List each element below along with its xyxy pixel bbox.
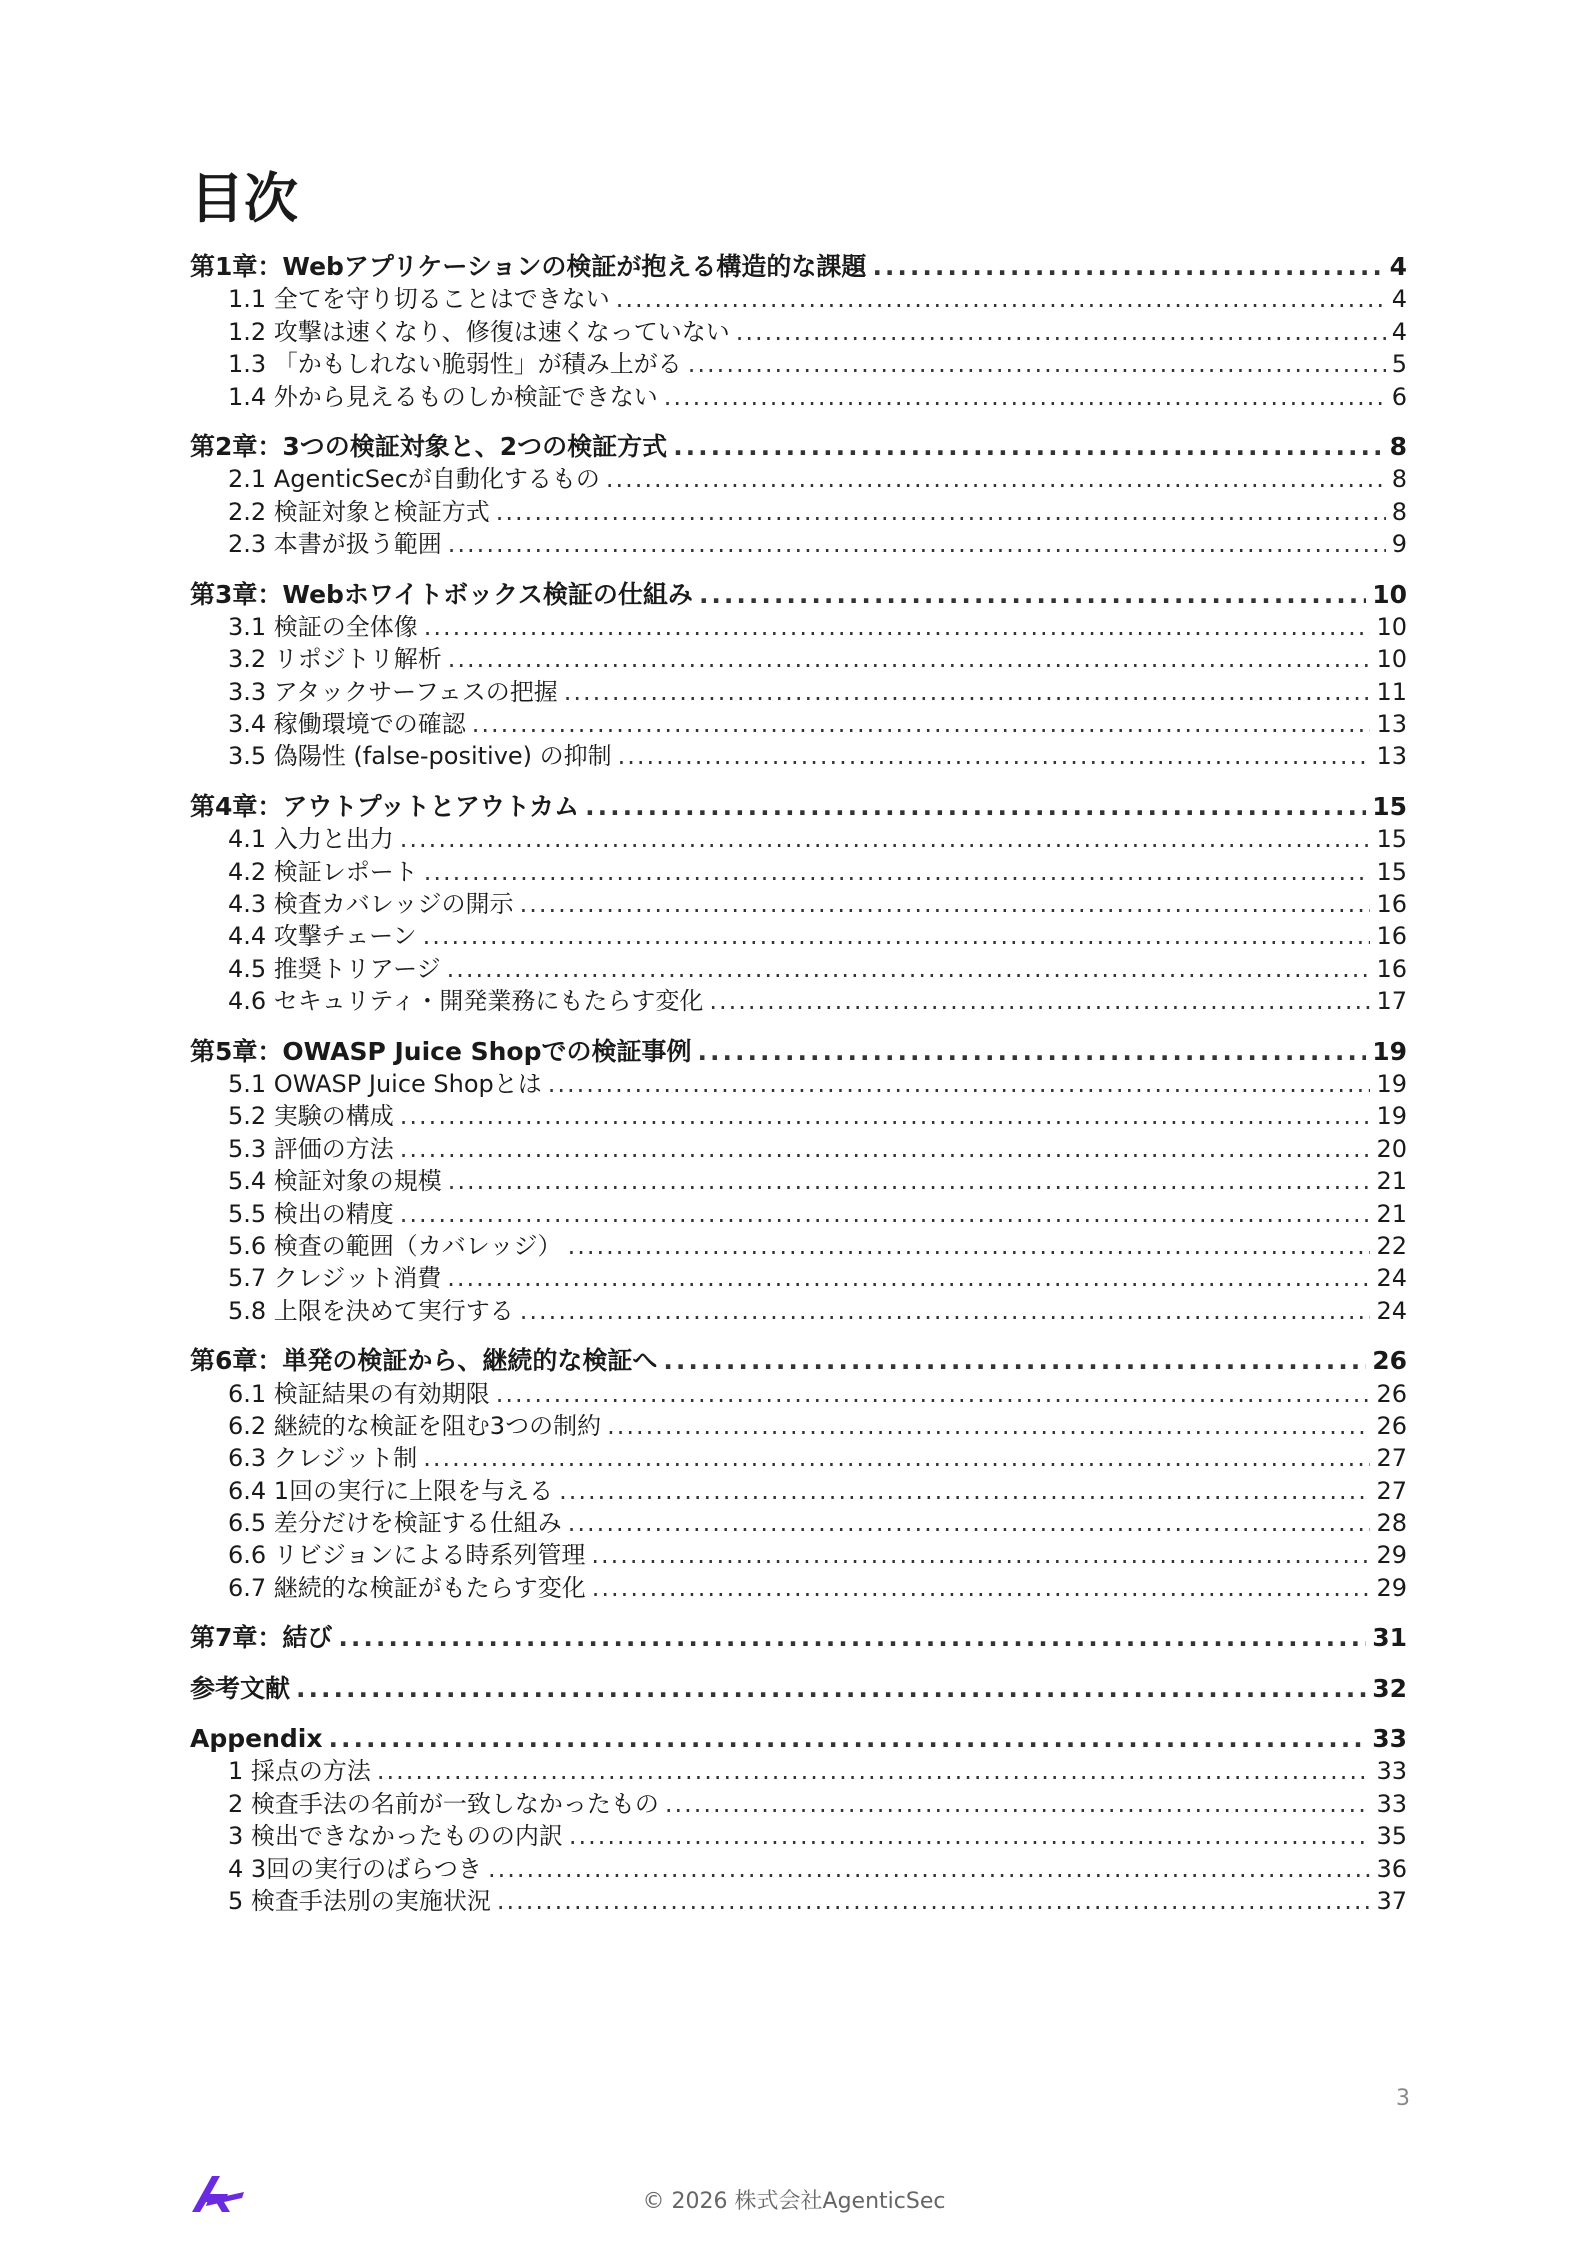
toc-chapter-label: 第3章：Webホワイトボックス検証の仕組み <box>190 579 693 609</box>
toc-group <box>190 1723 1407 1917</box>
toc-section[interactable] <box>190 823 1407 855</box>
toc-section-page: 4 <box>1391 317 1407 346</box>
toc-section[interactable] <box>190 1539 1407 1571</box>
toc-section-page: 29 <box>1376 1573 1407 1602</box>
toc-section[interactable] <box>190 1165 1407 1197</box>
toc-chapter-label: 第7章：結び <box>190 1623 333 1653</box>
dot-leader <box>448 1165 1371 1197</box>
toc-section-label: 4.4 攻撃チェーン <box>228 922 417 951</box>
toc-section[interactable] <box>190 1755 1407 1787</box>
toc-section[interactable] <box>190 463 1407 495</box>
page-title: 目次 <box>190 167 298 230</box>
toc-section[interactable] <box>190 1475 1407 1507</box>
toc-section-label: 6.1 検証結果の有効期限 <box>228 1379 490 1408</box>
dot-leader <box>520 1295 1371 1327</box>
dot-leader <box>472 708 1371 740</box>
toc-group <box>190 1673 1407 1705</box>
dot-leader <box>699 579 1366 611</box>
toc-section-label: 6.6 リビジョンによる時系列管理 <box>228 1541 586 1570</box>
toc-section[interactable] <box>190 1100 1407 1132</box>
dot-leader <box>400 823 1371 855</box>
toc-section[interactable] <box>190 953 1407 985</box>
toc-group <box>190 1036 1407 1328</box>
toc-section-label: 4 3回の実行のばらつき <box>228 1854 482 1883</box>
dot-leader <box>585 791 1366 823</box>
toc-section-page: 36 <box>1376 1854 1407 1883</box>
toc-section[interactable] <box>190 1133 1407 1165</box>
toc-group <box>190 251 1407 413</box>
toc-section[interactable] <box>190 1507 1407 1539</box>
dot-leader <box>400 1100 1371 1132</box>
toc-chapter[interactable] <box>190 1673 1407 1705</box>
toc-chapter-page: 15 <box>1372 791 1407 821</box>
toc-chapter[interactable] <box>190 579 1407 611</box>
toc-group <box>190 1622 1407 1654</box>
toc-chapter-page: 32 <box>1372 1673 1407 1703</box>
toc-section[interactable] <box>190 888 1407 920</box>
dot-leader <box>377 1755 1371 1787</box>
toc-chapter-page: 4 <box>1389 252 1407 281</box>
toc-section-page: 26 <box>1376 1379 1407 1408</box>
toc-section[interactable] <box>190 740 1407 772</box>
dot-leader <box>664 381 1386 413</box>
toc-section-page: 27 <box>1376 1476 1407 1505</box>
toc-section-page: 21 <box>1376 1167 1407 1196</box>
toc-section-label: 5 検査手法別の実施状況 <box>228 1886 491 1915</box>
toc-section-page: 24 <box>1376 1296 1407 1325</box>
table-of-contents <box>190 251 1407 1935</box>
dot-leader <box>616 283 1386 315</box>
toc-section[interactable] <box>190 856 1407 888</box>
toc-section-page: 15 <box>1376 857 1407 886</box>
dot-leader <box>548 1068 1371 1100</box>
toc-section-label: 5.8 上限を決めて実行する <box>228 1296 514 1325</box>
toc-group <box>190 579 1407 773</box>
toc-section-page: 33 <box>1376 1757 1407 1786</box>
toc-chapter-page: 33 <box>1372 1724 1407 1754</box>
dot-leader <box>568 1507 1371 1539</box>
toc-section-page: 6 <box>1391 382 1407 411</box>
toc-chapter[interactable] <box>190 431 1407 463</box>
dot-leader <box>400 1198 1371 1230</box>
toc-section-label: 3.1 検証の全体像 <box>228 612 418 641</box>
dot-leader <box>564 676 1371 708</box>
dot-leader <box>736 316 1386 348</box>
toc-section-label: 6.4 1回の実行に上限を与える <box>228 1476 554 1505</box>
toc-section-label: 2.3 本書が扱う範囲 <box>228 530 442 559</box>
dot-leader <box>447 1262 1370 1294</box>
toc-section-page: 28 <box>1376 1509 1407 1538</box>
toc-chapter-label: 第2章：3つの検証対象と、2つの検証方式 <box>190 431 668 461</box>
dot-leader <box>423 1442 1370 1474</box>
toc-chapter-label: 参考文献 <box>190 1673 291 1703</box>
toc-section-label: 1 採点の方法 <box>228 1757 371 1786</box>
dot-leader <box>607 1410 1370 1442</box>
toc-section-page: 10 <box>1376 612 1407 641</box>
toc-chapter[interactable] <box>190 1036 1407 1068</box>
toc-chapter[interactable] <box>190 791 1407 823</box>
toc-section-label: 1.1 全てを守り切ることはできない <box>228 285 610 314</box>
dot-leader <box>296 1673 1366 1705</box>
toc-section-page: 5 <box>1391 350 1407 379</box>
toc-chapter-page: 8 <box>1389 431 1407 461</box>
toc-section[interactable] <box>190 381 1407 413</box>
toc-section-label: 5.1 OWASP Juice Shopとは <box>228 1069 542 1098</box>
toc-section-page: 22 <box>1376 1231 1407 1260</box>
toc-section[interactable] <box>190 316 1407 348</box>
toc-section[interactable] <box>190 1295 1407 1327</box>
toc-section-label: 3.4 稼働環境での確認 <box>228 710 466 739</box>
dot-leader <box>496 1378 1371 1410</box>
toc-section-label: 2 検査手法の名前が一致しなかったもの <box>228 1789 659 1818</box>
dot-leader <box>338 1622 1366 1654</box>
toc-chapter-label: 第6章：単発の検証から、継続的な検証へ <box>190 1346 658 1376</box>
toc-chapter-label: Appendix <box>190 1724 323 1754</box>
toc-section[interactable] <box>190 496 1407 528</box>
toc-section-page: 20 <box>1376 1134 1407 1163</box>
toc-section-label: 5.7 クレジット消費 <box>228 1264 442 1293</box>
toc-section-page: 19 <box>1376 1102 1407 1131</box>
toc-section[interactable] <box>190 1262 1407 1294</box>
toc-section-label: 3.2 リポジトリ解析 <box>228 645 442 674</box>
toc-section[interactable] <box>190 1885 1407 1917</box>
toc-section[interactable] <box>190 643 1407 675</box>
toc-chapter-page: 31 <box>1372 1623 1407 1653</box>
toc-section-page: 16 <box>1376 922 1407 951</box>
toc-section-page: 35 <box>1376 1822 1407 1851</box>
dot-leader <box>591 1539 1370 1571</box>
dot-leader <box>872 251 1383 283</box>
dot-leader <box>569 1820 1371 1852</box>
dot-leader <box>447 953 1371 985</box>
dot-leader <box>592 1572 1371 1604</box>
toc-section-label: 5.2 実験の構成 <box>228 1102 394 1131</box>
copyright-footer: © 2026 株式会社AgenticSec <box>642 2189 946 2214</box>
toc-section[interactable] <box>190 985 1407 1017</box>
dot-leader <box>663 1345 1366 1377</box>
toc-section-page: 8 <box>1391 497 1407 526</box>
dot-leader <box>497 1885 1371 1917</box>
toc-group <box>190 431 1407 561</box>
dot-leader <box>448 528 1386 560</box>
dot-leader <box>618 740 1371 772</box>
toc-section-label: 4.3 検査カバレッジの開示 <box>228 890 514 919</box>
toc-section-label: 6.2 継続的な検証を阻む3つの制約 <box>228 1411 602 1440</box>
toc-section-page: 26 <box>1376 1411 1407 1440</box>
toc-chapter[interactable] <box>190 1622 1407 1654</box>
toc-chapter[interactable] <box>190 251 1407 283</box>
dot-leader <box>568 1230 1371 1262</box>
toc-section-label: 5.5 検出の精度 <box>228 1199 394 1228</box>
toc-section-page: 16 <box>1376 954 1407 983</box>
toc-chapter-label: 第5章：OWASP Juice Shopでの検証事例 <box>190 1036 692 1066</box>
toc-section-label: 2.1 AgenticSecが自動化するもの <box>228 465 600 494</box>
toc-section[interactable] <box>190 1788 1407 1820</box>
dot-leader <box>488 1853 1371 1885</box>
toc-section[interactable] <box>190 1572 1407 1604</box>
toc-section[interactable] <box>190 1853 1407 1885</box>
toc-section-label: 4.2 検証レポート <box>228 857 418 886</box>
toc-section[interactable] <box>190 348 1407 380</box>
toc-section-label: 3 検出できなかったものの内訳 <box>228 1822 563 1851</box>
dot-leader <box>423 920 1371 952</box>
dot-leader <box>709 985 1370 1017</box>
toc-section-label: 5.3 評価の方法 <box>228 1134 394 1163</box>
toc-section-page: 13 <box>1376 710 1407 739</box>
toc-section[interactable] <box>190 1820 1407 1852</box>
toc-section-page: 11 <box>1376 677 1407 706</box>
toc-section[interactable] <box>190 1378 1407 1410</box>
dot-leader <box>688 348 1386 380</box>
toc-section-page: 27 <box>1376 1444 1407 1473</box>
toc-section[interactable] <box>190 676 1407 708</box>
toc-section-label: 1.4 外から見えるものしか検証できない <box>228 382 658 411</box>
toc-chapter-page: 19 <box>1372 1036 1407 1066</box>
toc-section-page: 37 <box>1376 1886 1407 1915</box>
toc-group <box>190 791 1407 1018</box>
toc-section-label: 5.4 検証対象の規模 <box>228 1167 442 1196</box>
toc-section[interactable] <box>190 611 1407 643</box>
toc-section-label: 3.3 アタックサーフェスの把握 <box>228 677 558 706</box>
toc-group <box>190 1345 1407 1604</box>
toc-section[interactable] <box>190 1068 1407 1100</box>
toc-chapter[interactable] <box>190 1345 1407 1377</box>
toc-section-label: 6.3 クレジット制 <box>228 1444 418 1473</box>
dot-leader <box>424 611 1371 643</box>
toc-chapter-label: 第4章：アウトプットとアウトカム <box>190 791 580 821</box>
toc-section[interactable] <box>190 920 1407 952</box>
toc-section[interactable] <box>190 1230 1407 1262</box>
toc-section-page: 24 <box>1376 1264 1407 1293</box>
toc-section-label: 1.2 攻撃は速くなり、修復は速くなっていない <box>228 317 730 346</box>
dot-leader <box>328 1723 1366 1755</box>
dot-leader <box>424 856 1371 888</box>
dot-leader <box>559 1475 1370 1507</box>
toc-section-page: 9 <box>1391 530 1407 559</box>
toc-section-label: 3.5 偽陽性 (false-positive) の抑制 <box>228 742 612 771</box>
toc-section-page: 16 <box>1376 890 1407 919</box>
toc-section-page: 10 <box>1376 645 1407 674</box>
toc-section-label: 6.7 継続的な検証がもたらす変化 <box>228 1573 586 1602</box>
toc-section-page: 4 <box>1391 285 1407 314</box>
dot-leader <box>606 463 1386 495</box>
toc-section[interactable] <box>190 1198 1407 1230</box>
toc-section-page: 17 <box>1376 987 1407 1016</box>
toc-section-page: 8 <box>1391 465 1407 494</box>
toc-chapter-page: 26 <box>1372 1346 1407 1376</box>
toc-section-page: 29 <box>1376 1541 1407 1570</box>
toc-section[interactable] <box>190 528 1407 560</box>
toc-chapter[interactable] <box>190 1723 1407 1755</box>
toc-section-label: 4.5 推奨トリアージ <box>228 954 441 983</box>
toc-section-label: 4.6 セキュリティ・開発業務にもたらす変化 <box>228 987 704 1016</box>
toc-section[interactable] <box>190 1410 1407 1442</box>
toc-section-label: 6.5 差分だけを検証する仕組み <box>228 1509 562 1538</box>
toc-section[interactable] <box>190 283 1407 315</box>
toc-section-page: 13 <box>1376 742 1407 771</box>
toc-section[interactable] <box>190 708 1407 740</box>
dot-leader <box>400 1133 1371 1165</box>
dot-leader <box>673 431 1383 463</box>
toc-section-label: 4.1 入力と出力 <box>228 825 394 854</box>
dot-leader <box>448 643 1371 675</box>
toc-chapter-page: 10 <box>1372 579 1407 609</box>
dot-leader <box>665 1788 1371 1820</box>
dot-leader <box>520 888 1371 920</box>
toc-section-page: 19 <box>1376 1069 1407 1098</box>
toc-section-label: 1.3 「かもしれない脆弱性」が積み上がる <box>228 350 682 379</box>
toc-section-page: 15 <box>1376 825 1407 854</box>
page-number: 3 <box>1396 2086 1410 2111</box>
dot-leader <box>698 1036 1367 1068</box>
dot-leader <box>496 496 1386 528</box>
toc-chapter-label: 第1章：Webアプリケーションの検証が抱える構造的な課題 <box>190 252 867 281</box>
toc-section-page: 33 <box>1376 1789 1407 1818</box>
toc-section-page: 21 <box>1376 1199 1407 1228</box>
toc-section-label: 5.6 検査の範囲（カバレッジ） <box>228 1231 562 1260</box>
toc-section-label: 2.2 検証対象と検証方式 <box>228 497 490 526</box>
toc-section[interactable] <box>190 1442 1407 1474</box>
